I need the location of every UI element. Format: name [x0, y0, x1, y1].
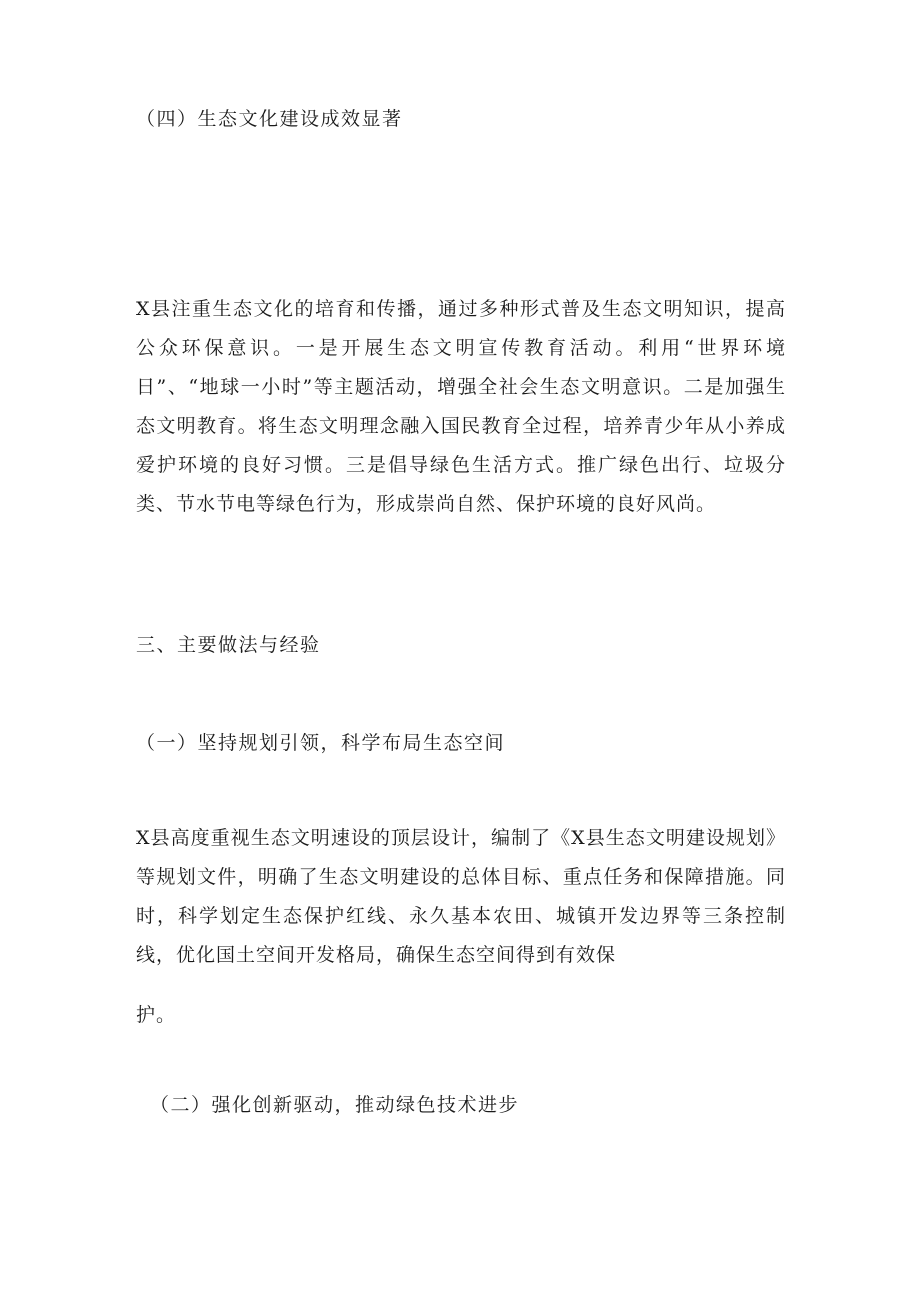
chapter-heading-3: 三、主要做法与经验 — [136, 634, 321, 656]
section-heading-4: （四）生态文化建设成效显著 — [136, 108, 403, 130]
section-heading-1: （一）坚持规划引领，科学布局生态空间 — [136, 732, 506, 754]
paragraph-eco-culture: X县注重生态文化的培育和传播，通过多种形式普及生态文明知识，提高公众环保意识。一是开展生态文明宣传教育活动。利用“世界环境日”、“地球一小时”等主题活动，增强全社会生态文明意识。二是加强生态文明教育。将生态文明理念融入国民教育全过程，培养青少年从小养成爱护环境的良好习惯。三是倡导绿色生活方式。推广绿色出行、垃圾分类、节水节电等绿色行为，形成崇尚自然、保护环境的良好风尚。 — [136, 298, 786, 515]
paragraph-planning-tail: 护。 — [136, 1004, 177, 1026]
section-heading-2: （二）强化创新驱动，推动绿色技术进步 — [150, 1094, 520, 1116]
paragraph-planning: X县高度重视生态文明速设的顶层设计，编制了《X县生态文明建设规划》等规划文件，明确了生态文明建设的总体目标、重点任务和保障措施。同时，科学划定生态保护红线、永久基本农田、城镇开发边界等三条控制线，优化国土空间开发格局，确保生态空间得到有效保 — [136, 827, 786, 966]
